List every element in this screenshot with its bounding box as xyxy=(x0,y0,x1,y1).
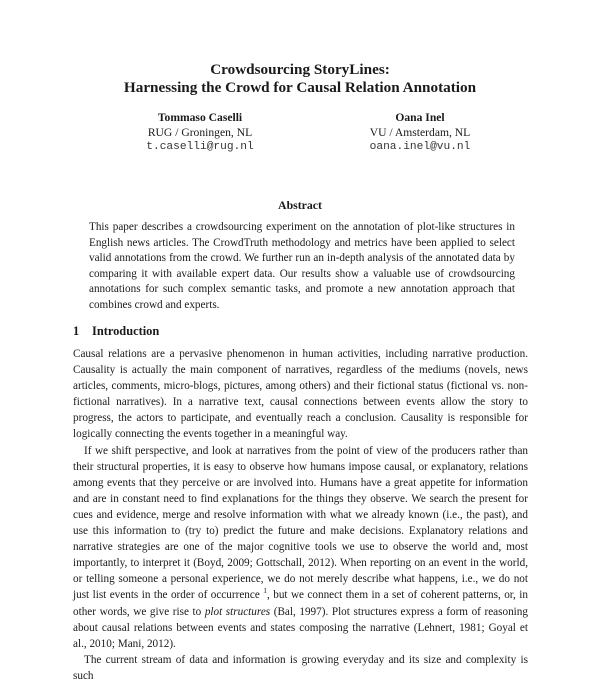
author-affiliation: VU / Amsterdam, NL xyxy=(369,125,471,139)
author-1 xyxy=(90,111,310,155)
intro-paragraph-3: The current stream of data and information is growing everyday and its size and complexity is such xyxy=(73,653,528,682)
intro-paragraph-2 xyxy=(73,443,528,652)
section-title: Introduction xyxy=(92,324,160,338)
paper-title xyxy=(0,61,600,97)
paragraph-text: , but we connect them in a set of coherent patterns, or, in other words, we give rise to xyxy=(73,589,528,618)
author-block xyxy=(0,111,600,161)
italic-term: plot structures xyxy=(204,605,271,618)
paper-title-line-2: Harnessing the Crowd for Causal Relation Annotation xyxy=(123,79,477,96)
author-2 xyxy=(310,111,530,155)
author-name: Tommaso Caselli xyxy=(157,111,243,124)
abstract-heading: Abstract xyxy=(278,198,322,212)
paper-title-line-1: Crowdsourcing StoryLines: xyxy=(210,61,390,78)
intro-paragraph-1: Causal relations are a pervasive phenomenon in human activities, including narrative production. Causality is actually the main component of narratives, regardless of the mediums (novels, news articles, comments, micro-blogs, pictures, among others) and their fictional status (fictional vs. non-fictional narratives). In a narrative text, causal connections between events allow the story to progress, the actors to participate, and eventually reach a conclusion. Causality is responsible for logically connecting the events together in a meaningful way. xyxy=(73,348,528,441)
introduction-body xyxy=(73,346,528,684)
abstract-text: This paper describes a crowdsourcing experiment on the annotation of plot-like structures in English news articles. The CrowdTruth methodology and metrics have been applied to select valid annotations from the crowd. We further run an in-depth analysis of the annotated data by comparing it with available expert data. Our results show a valuable use of crowdsourcing annotations for such complex semantic tasks, and promote a new annotation approach that combines crowd and experts. xyxy=(89,221,515,311)
section-heading-introduction xyxy=(73,324,159,339)
section-number: 1 xyxy=(73,324,80,338)
author-affiliation: RUG / Groningen, NL xyxy=(147,125,253,139)
paragraph-text: If we shift perspective, and look at narratives from the point of view of the producers rather than their structural properties, it is easy to observe how humans impose causal, or explanatory, relations among events that they perceive or are involved into. Humans have a great appetite for information and are in constant need to find explanations for the things they observe. We search the present for cues and evidence, merge and resolve information with what we already known (i.e., the past), and use this information to (try to) predict the future and make decisions. Explanatory relations and narrative strategies are one of the major cognitive tools we use to observe the world and, most importantly, to interpret it (Boyd, 2009; Gottschall, 2012). When reporting on an event in the world, or telling someone a personal experience, we do not merely describe what happens, i.e., we do not just list events in the order of occurrence xyxy=(73,444,528,602)
author-email: oana.inel@vu.nl xyxy=(369,141,471,153)
footnote-marker[interactable]: 1 xyxy=(263,586,267,596)
author-email: t.caselli@rug.nl xyxy=(146,141,254,153)
author-name: Oana Inel xyxy=(395,111,445,124)
paragraph-text: (Bal, 1997). Plot structures express a form of reasoning about causal relations between events and states composing the narrative (Lehnert, 1981; Goyal et al., 2010; Mani, 2012). xyxy=(73,605,528,650)
